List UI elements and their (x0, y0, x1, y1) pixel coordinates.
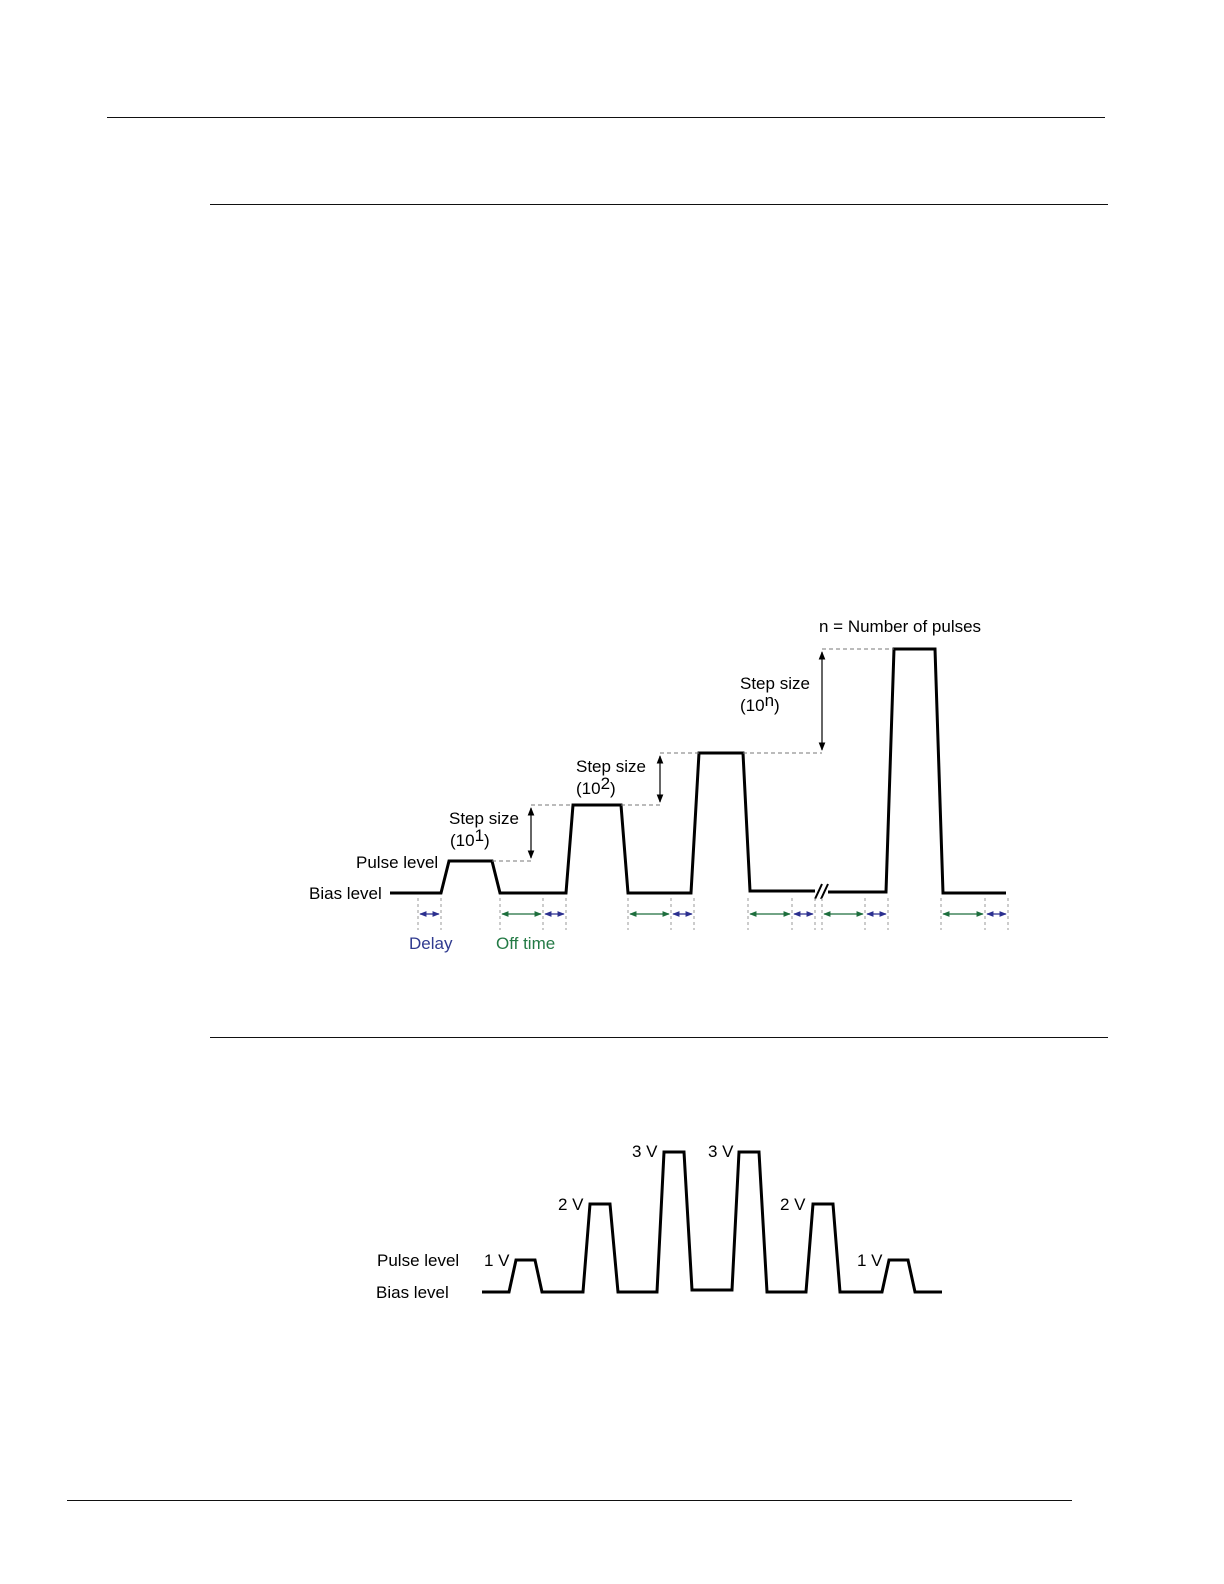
dual-sweep-waveform (482, 1152, 942, 1292)
number-of-pulses-label: n = Number of pulses (819, 617, 982, 636)
step-size-label-n: Step size (740, 674, 810, 693)
step-size-label-1: Step size (449, 809, 519, 828)
pulse-value-label: 2 V (780, 1195, 806, 1214)
bias-level-label: Bias level (309, 884, 382, 903)
axis-break-mark (815, 884, 828, 899)
pulse-value-label: 3 V (632, 1142, 658, 1161)
step-size-label-2: Step size (576, 757, 646, 776)
step-size-value-2: (102) (576, 774, 616, 798)
pulse-value-label: 2 V (558, 1195, 584, 1214)
pulse-value-label: 1 V (484, 1251, 510, 1270)
dual-bias-level-label: Bias level (376, 1283, 449, 1302)
dual-sweep-diagram (376, 1142, 942, 1302)
off-time-label: Off time (496, 934, 556, 953)
pulse-value-label: 1 V (857, 1251, 883, 1270)
pulse-value-label: 3 V (708, 1142, 734, 1161)
delay-label: Delay (409, 934, 453, 953)
log-staircase-diagram (309, 617, 1008, 953)
staircase-waveform-final (828, 649, 1006, 893)
pulse-level-label: Pulse level (356, 853, 439, 872)
step-size-value-n: (10n) (740, 691, 780, 715)
step-size-value-1: (101) (450, 826, 490, 850)
dual-pulse-level-label: Pulse level (377, 1251, 460, 1270)
